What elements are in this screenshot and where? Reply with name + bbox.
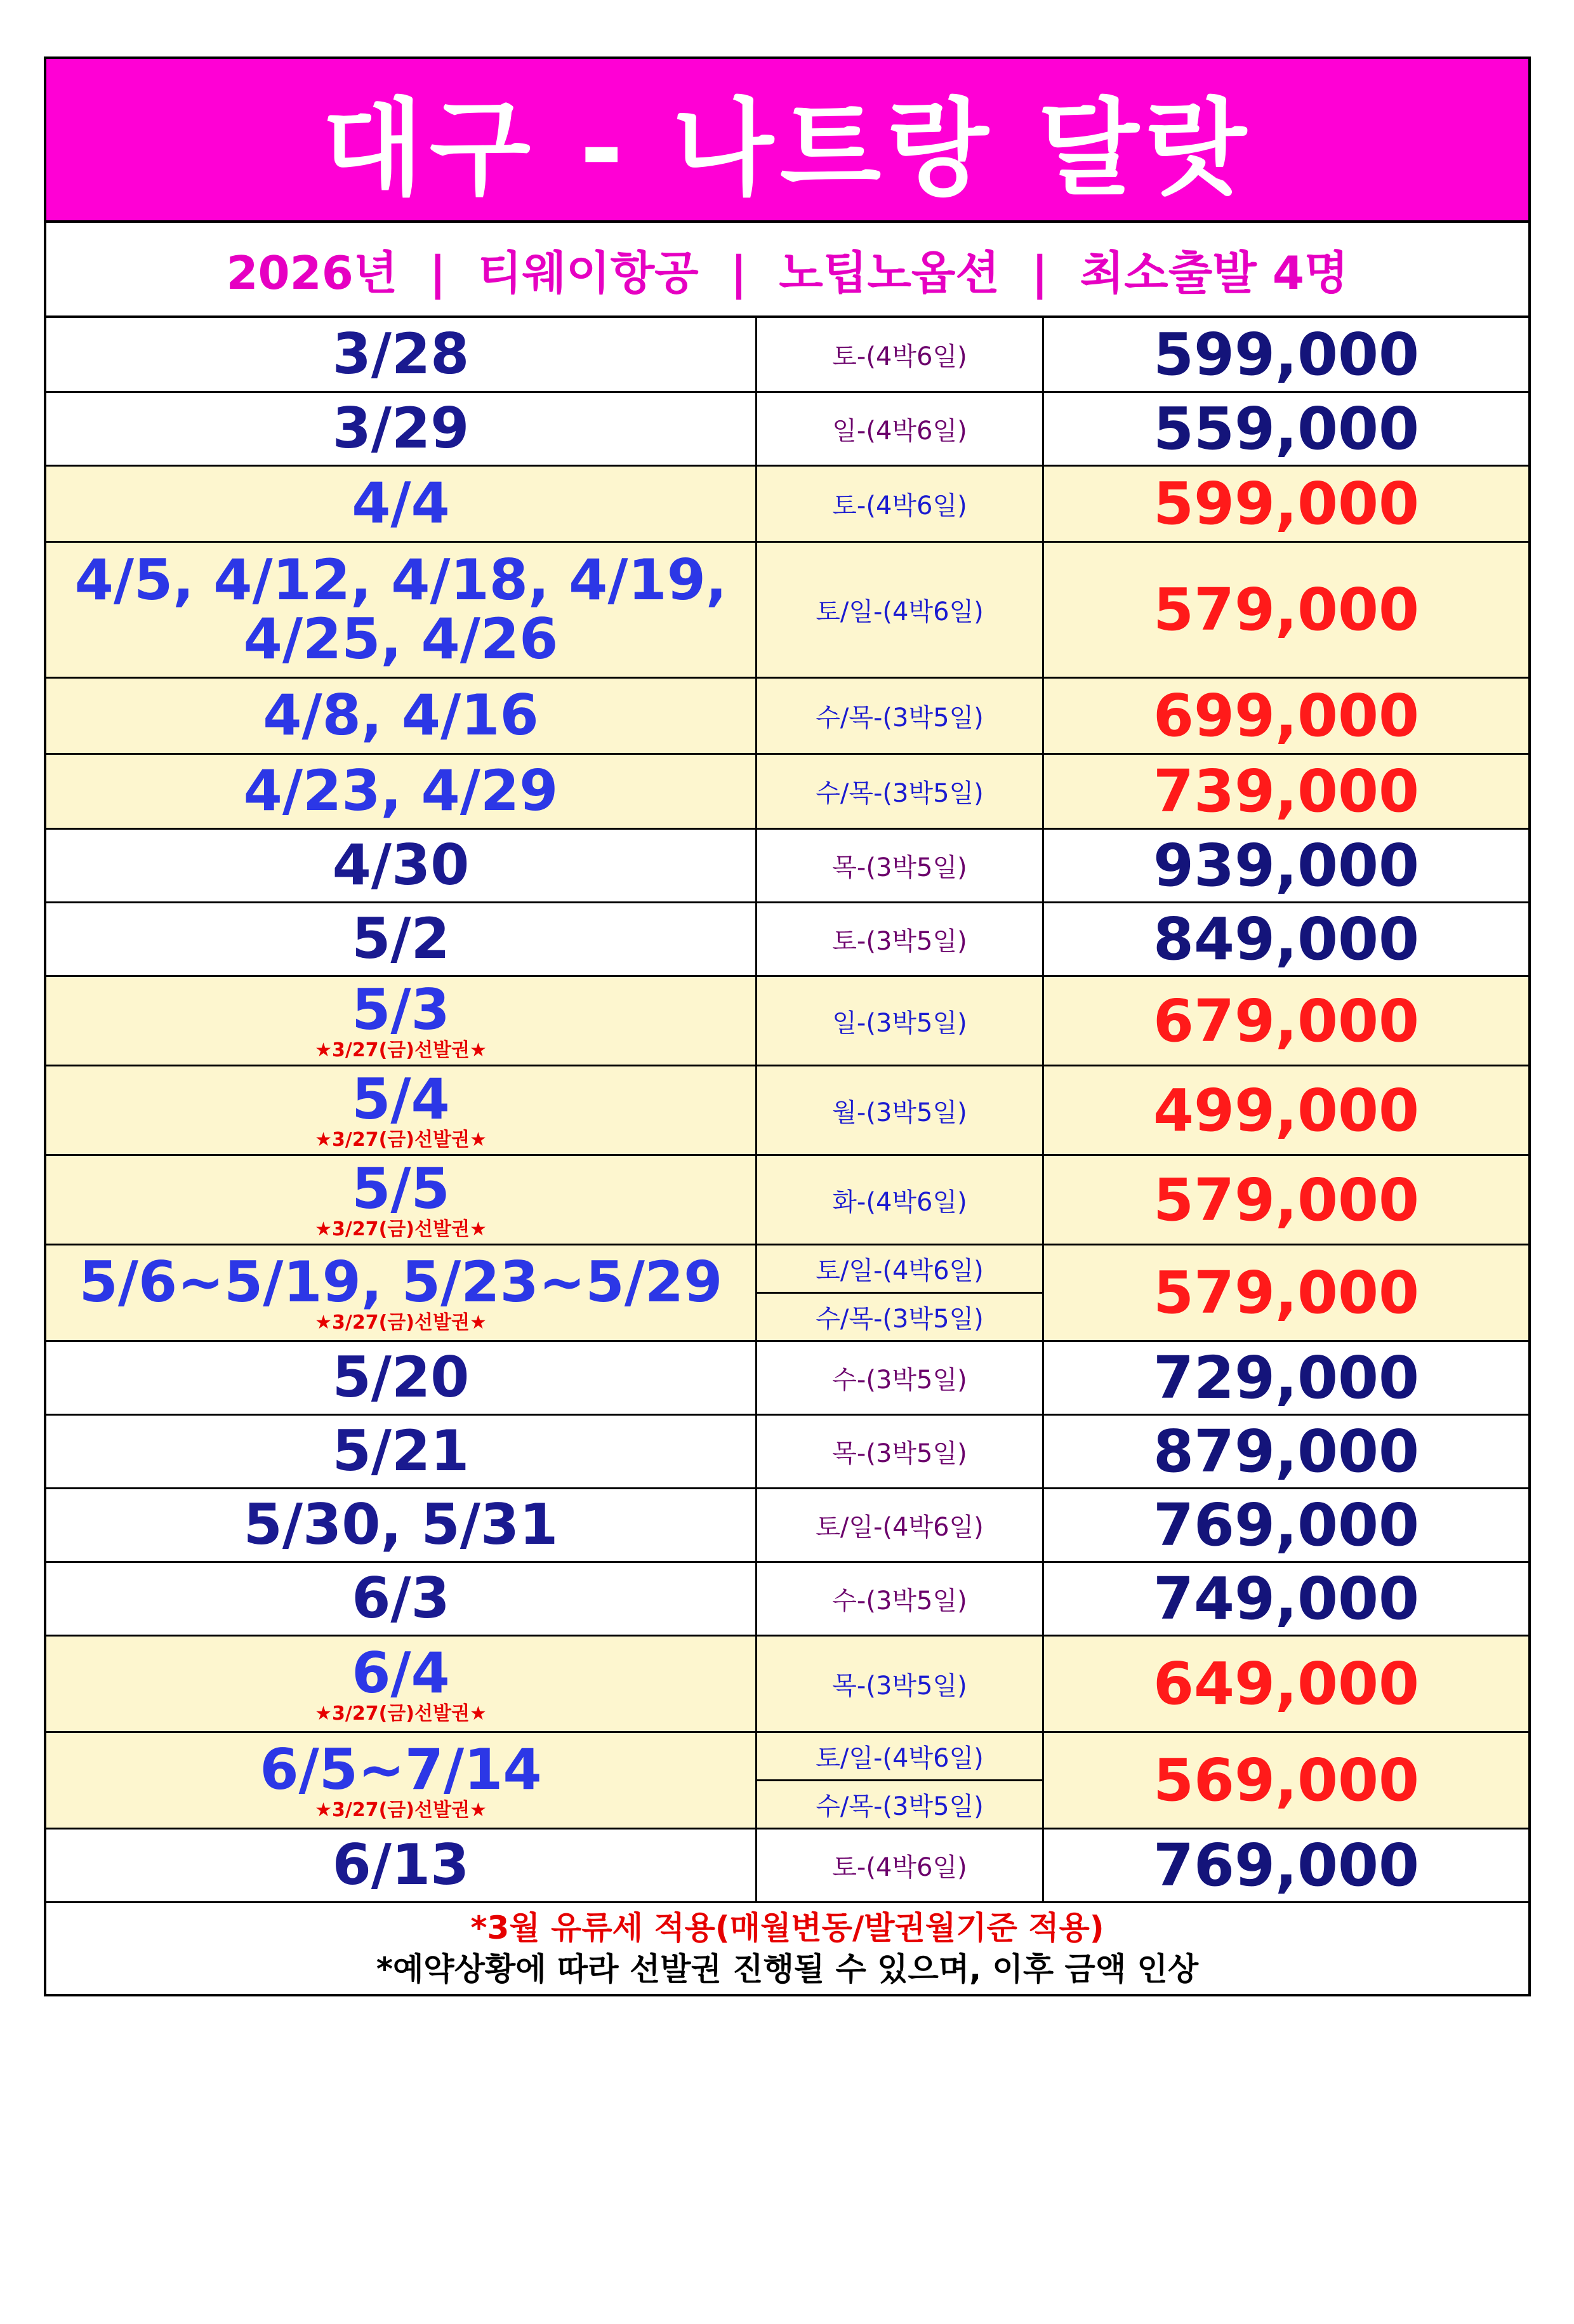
date-cell <box>46 830 757 901</box>
date-cell <box>46 1156 757 1244</box>
table-row <box>46 543 1528 679</box>
duration-cell <box>757 1416 1044 1487</box>
notes <box>46 1903 1528 1994</box>
price-cell: 579,000 <box>1153 1259 1420 1327</box>
duration-text: 월-(3박5일) <box>832 1098 967 1127</box>
date-cell <box>46 1563 757 1635</box>
date-cell <box>46 543 757 677</box>
table-row <box>46 1637 1528 1733</box>
table-row <box>46 679 1528 755</box>
table-row <box>46 977 1528 1066</box>
duration-text: 일-(3박5일) <box>832 1008 967 1038</box>
date-text: 5/20 <box>332 1345 470 1411</box>
price-cell: 749,000 <box>1153 1565 1420 1633</box>
duration-text: 수/목-(3박5일) <box>757 1779 1042 1828</box>
duration-cell <box>757 1489 1044 1561</box>
duration-cell <box>757 543 1044 677</box>
date-text: 5/4 <box>352 1066 450 1132</box>
date-text: 5/3 <box>352 977 450 1043</box>
duration-cell <box>757 1342 1044 1414</box>
duration-text: 토/일-(4박6일) <box>816 1513 984 1542</box>
presale-badge: ★3/27(금)선발권★ <box>315 1798 487 1821</box>
duration-text: 목-(3박5일) <box>832 853 967 882</box>
price-cell: 579,000 <box>1153 1165 1420 1234</box>
duration-text: 토-(4박6일) <box>832 1853 967 1882</box>
date-text: 6/4 <box>352 1640 450 1706</box>
date-cell <box>46 1245 757 1340</box>
duration-text: 토-(3박5일) <box>832 927 967 956</box>
date-text: 6/13 <box>332 1832 470 1898</box>
duration-cell <box>757 903 1044 975</box>
duration-text: 토/일-(4박6일) <box>816 597 984 627</box>
date-text: 4/4 <box>352 470 450 536</box>
duration-text: 토-(4박6일) <box>832 342 967 371</box>
note-fuel-surcharge: *3월 유류세 적용(매월변동/발권월기준 적용) <box>470 1909 1104 1946</box>
duration-cell <box>757 977 1044 1065</box>
duration-text: 수-(3박5일) <box>832 1365 967 1395</box>
price-cell: 649,000 <box>1153 1650 1420 1718</box>
price-cell: 849,000 <box>1153 905 1420 973</box>
date-text: 5/21 <box>332 1418 470 1484</box>
price-sheet <box>44 56 1531 1996</box>
table-row <box>46 393 1528 467</box>
date-text: 4/25, 4/26 <box>243 606 559 672</box>
price-cell: 559,000 <box>1153 395 1420 463</box>
price-cell: 679,000 <box>1153 986 1420 1055</box>
table-row <box>46 318 1528 393</box>
date-text: 5/2 <box>352 906 450 972</box>
date-text: 6/3 <box>352 1565 450 1631</box>
date-cell <box>46 1489 757 1561</box>
duration-cell <box>757 318 1044 391</box>
subtitle: 2026년 | 티웨이항공 | 노팁노옵션 | 최소출발 4명 <box>46 223 1528 318</box>
presale-badge: ★3/27(금)선발권★ <box>315 1129 487 1152</box>
duration-cell <box>757 755 1044 828</box>
table-row <box>46 1829 1528 1903</box>
duration-cell <box>757 1156 1044 1244</box>
date-text: 5/30, 5/31 <box>243 1492 559 1558</box>
date-text: 4/30 <box>332 832 470 898</box>
date-cell <box>46 393 757 465</box>
duration-text: 목-(3박5일) <box>832 1439 967 1468</box>
duration-text: 화-(4박6일) <box>832 1187 967 1217</box>
price-cell: 499,000 <box>1153 1076 1420 1145</box>
date-cell <box>46 903 757 975</box>
duration-text: 토/일-(4박6일) <box>816 1256 984 1285</box>
table-row <box>46 467 1528 543</box>
page-title: 대구 - 나트랑 달랏 <box>46 59 1528 223</box>
duration-cell <box>757 1563 1044 1635</box>
date-text: 5/6~5/19, 5/23~5/29 <box>79 1249 723 1315</box>
price-cell: 579,000 <box>1153 576 1420 644</box>
duration-text: 수/목-(3박5일) <box>757 1292 1042 1340</box>
price-table <box>46 318 1528 1903</box>
duration-cell <box>757 1829 1044 1901</box>
date-text: 3/28 <box>332 321 470 387</box>
table-row <box>46 1489 1528 1563</box>
duration-text: 목-(3박5일) <box>832 1671 967 1701</box>
duration-text: 토-(4박6일) <box>832 491 967 521</box>
price-cell: 569,000 <box>1153 1746 1420 1814</box>
price-cell: 699,000 <box>1153 682 1420 750</box>
price-cell: 739,000 <box>1153 757 1420 825</box>
duration-text: 수/목-(3박5일) <box>816 779 984 808</box>
date-cell <box>46 1637 757 1731</box>
duration-cell <box>757 1245 1044 1340</box>
duration-cell <box>757 467 1044 541</box>
price-cell: 599,000 <box>1153 470 1420 538</box>
date-cell <box>46 1066 757 1154</box>
date-cell <box>46 1416 757 1487</box>
duration-cell <box>757 679 1044 753</box>
presale-badge: ★3/27(금)선발권★ <box>315 1218 487 1241</box>
table-row <box>46 755 1528 830</box>
table-row <box>46 830 1528 903</box>
duration-cell <box>757 1066 1044 1154</box>
duration-text: 수/목-(3박5일) <box>816 703 984 733</box>
presale-badge: ★3/27(금)선발권★ <box>315 1311 487 1334</box>
date-text: 4/23, 4/29 <box>243 758 559 824</box>
date-text: 3/29 <box>332 395 470 461</box>
table-row <box>46 1342 1528 1416</box>
price-cell: 599,000 <box>1153 321 1420 388</box>
duration-text: 일-(4박6일) <box>832 416 967 446</box>
duration-cell <box>757 1637 1044 1731</box>
price-cell: 879,000 <box>1153 1418 1420 1485</box>
presale-badge: ★3/27(금)선발권★ <box>315 1039 487 1062</box>
date-cell <box>46 977 757 1065</box>
duration-text: 토/일-(4박6일) <box>816 1744 984 1773</box>
date-text: 5/5 <box>352 1156 450 1222</box>
table-row <box>46 1156 1528 1245</box>
date-text: 4/8, 4/16 <box>263 682 539 748</box>
date-cell <box>46 467 757 541</box>
date-cell <box>46 1733 757 1828</box>
date-cell <box>46 679 757 753</box>
table-row <box>46 1245 1528 1342</box>
table-row <box>46 1066 1528 1156</box>
note-presale: *예약상황에 따라 선발권 진행될 수 있으며, 이후 금액 인상 <box>376 1950 1199 1988</box>
price-cell: 769,000 <box>1153 1831 1420 1899</box>
date-cell <box>46 1342 757 1414</box>
price-cell: 729,000 <box>1153 1344 1420 1412</box>
duration-text: 수-(3박5일) <box>832 1586 967 1616</box>
date-cell <box>46 1829 757 1901</box>
duration-cell <box>757 1733 1044 1828</box>
table-row <box>46 1733 1528 1829</box>
table-row <box>46 903 1528 977</box>
duration-cell <box>757 830 1044 901</box>
date-cell <box>46 755 757 828</box>
date-text: 4/5, 4/12, 4/18, 4/19, <box>74 547 727 613</box>
price-cell: 769,000 <box>1153 1491 1420 1559</box>
date-text: 6/5~7/14 <box>260 1736 542 1802</box>
table-row <box>46 1416 1528 1489</box>
date-cell <box>46 318 757 391</box>
duration-cell <box>757 393 1044 465</box>
price-cell: 939,000 <box>1153 832 1420 900</box>
table-row <box>46 1563 1528 1637</box>
presale-badge: ★3/27(금)선발권★ <box>315 1702 487 1725</box>
